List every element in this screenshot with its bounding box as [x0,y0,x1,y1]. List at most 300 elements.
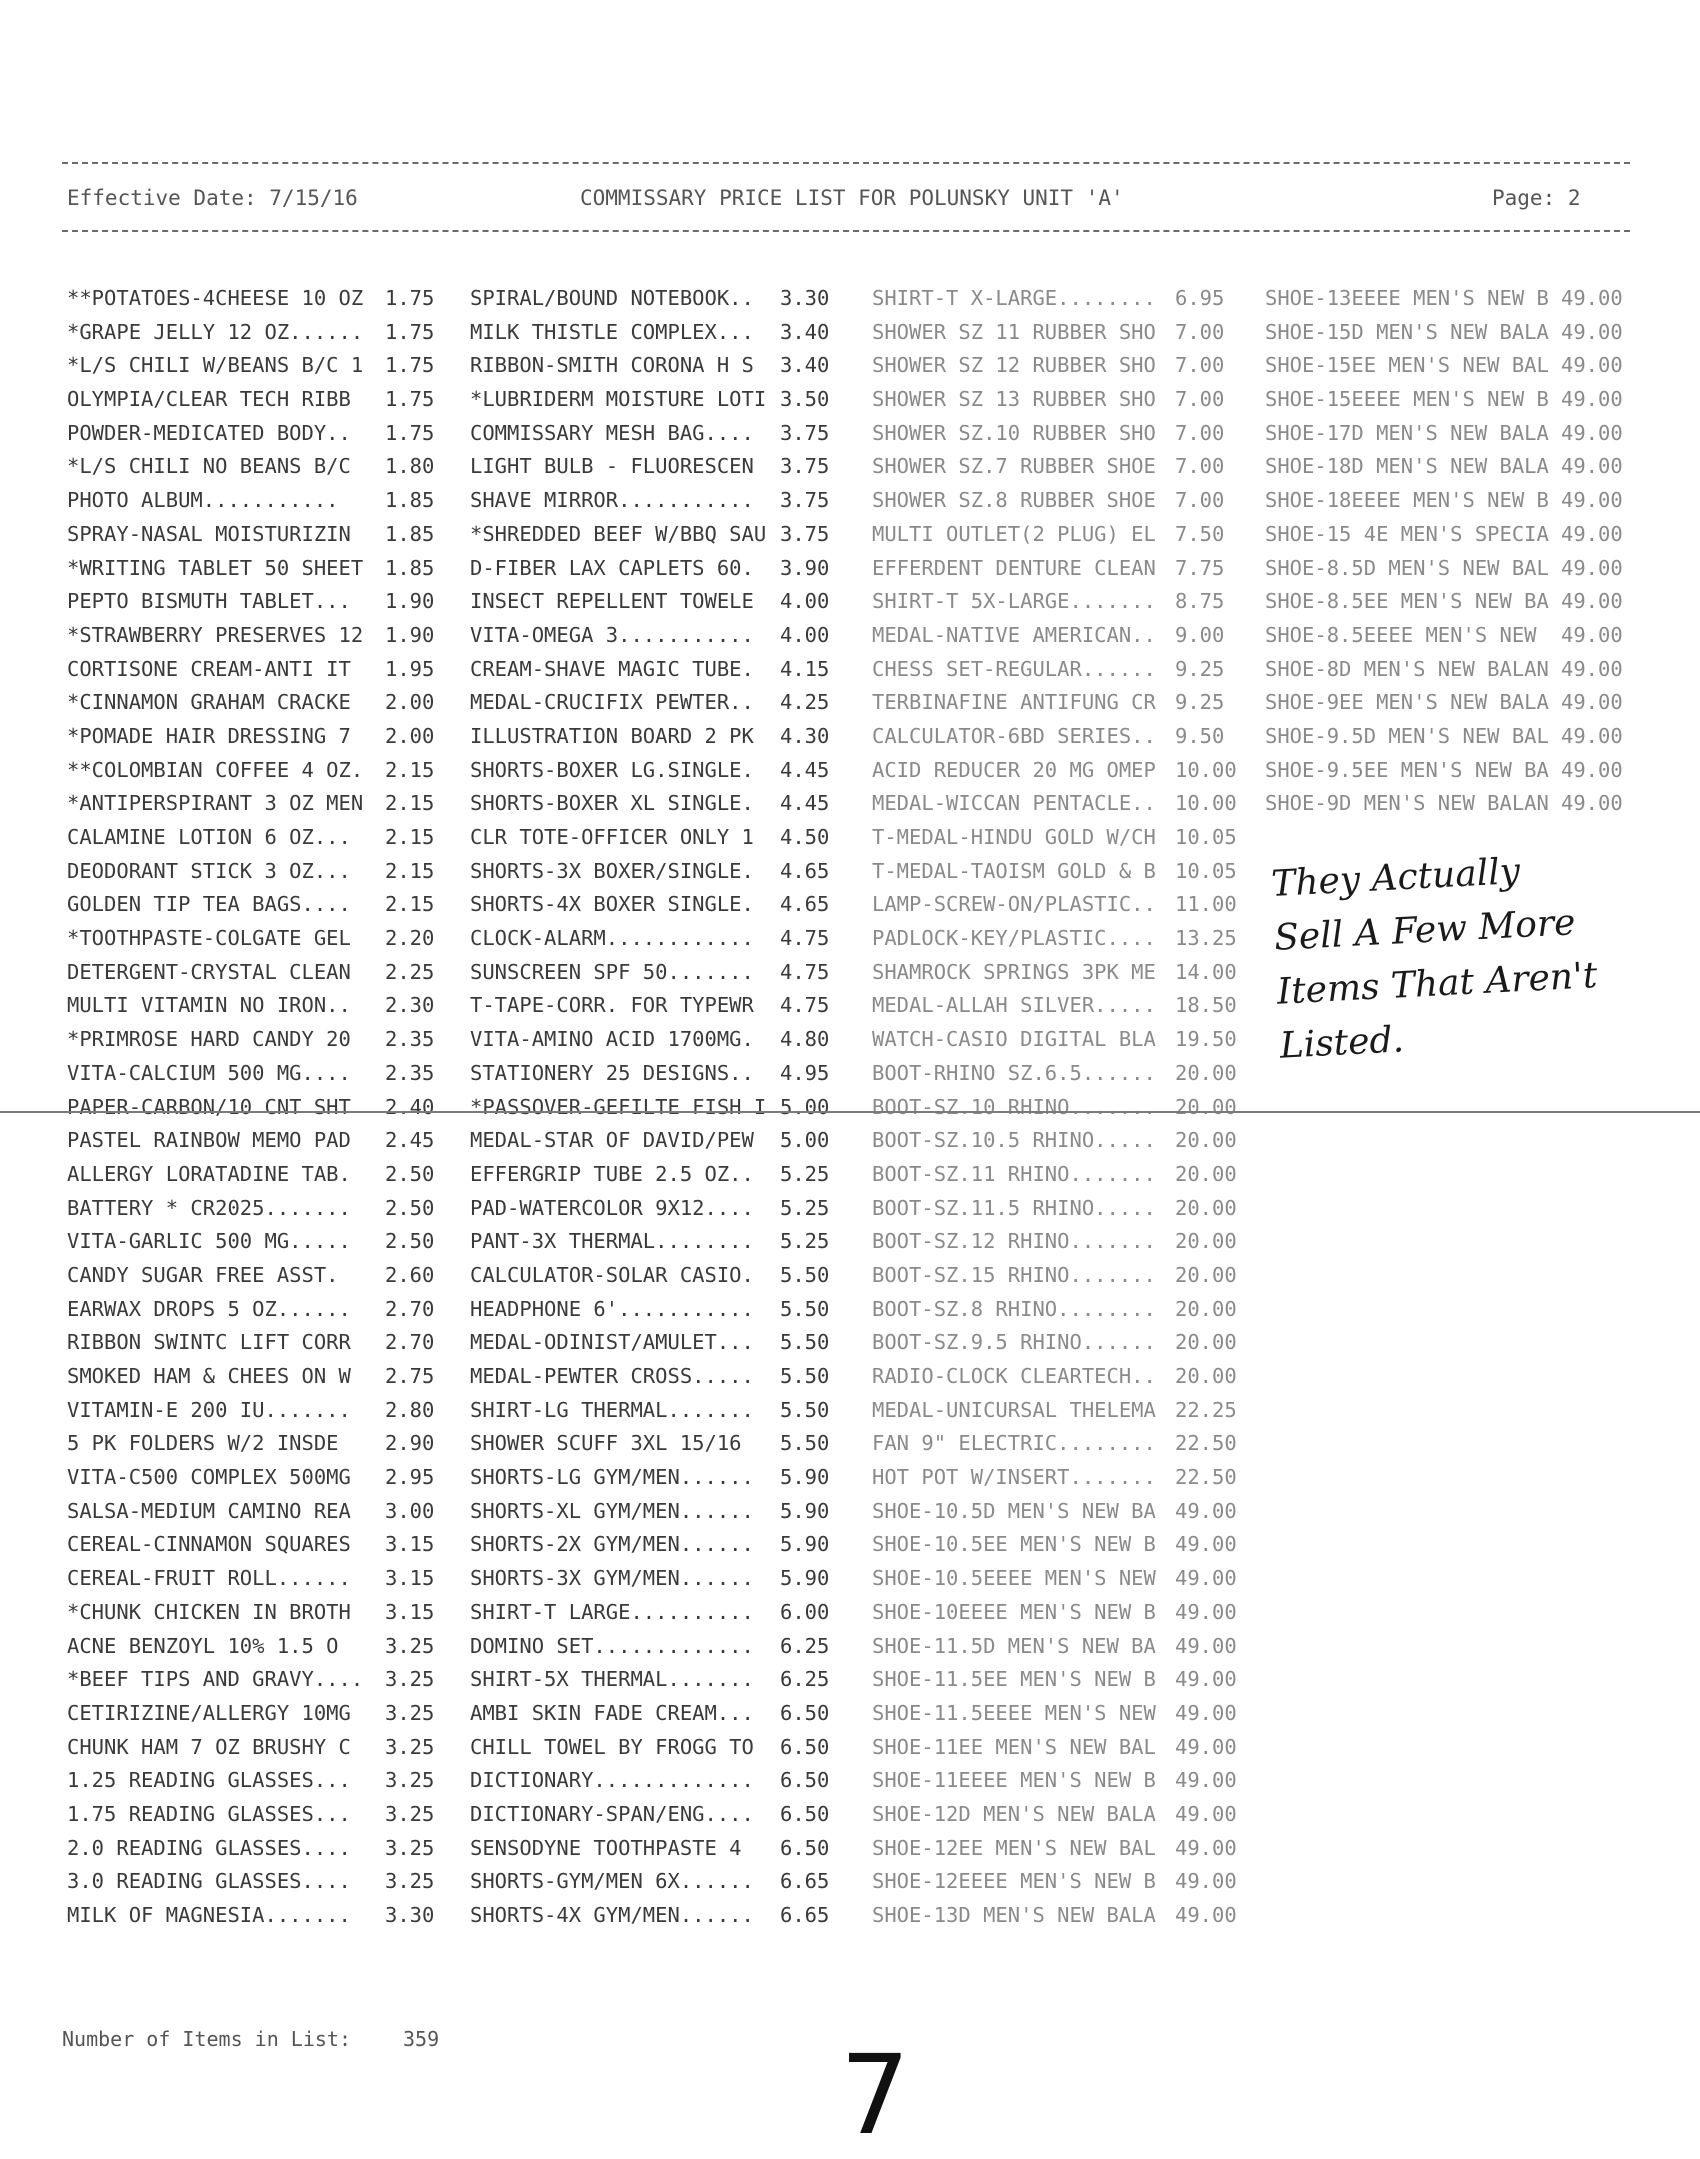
item-name: MEDAL-WICCAN PENTACLE.. [872,791,1156,816]
item-price: 3.90 [780,555,830,580]
item-price: 5.90 [780,1532,830,1557]
item-price: 2.50 [385,1195,435,1220]
item-name: HOT POT W/INSERT....... [872,1465,1156,1490]
item-price: 49.00 [1561,555,1623,580]
item-price: 3.40 [780,353,830,378]
item-name: MILK OF MAGNESIA....... [67,1903,351,1927]
item-price: 5.25 [780,1195,830,1220]
item-price: 49.00 [1175,1700,1237,1725]
item-price: 3.25 [385,1633,435,1658]
item-price: 5.90 [780,1465,830,1490]
item-price: 6.50 [780,1835,830,1860]
item-price: 3.30 [385,1903,435,1927]
item-price: 20.00 [1175,1128,1237,1153]
item-name: SHOWER SCUFF 3XL 15/16 [470,1431,742,1456]
item-price: 4.00 [780,622,830,647]
item-name: EFFERGRIP TUBE 2.5 OZ.. [470,1161,754,1186]
item-name: MILK THISTLE COMPLEX... [470,319,754,344]
item-price: 49.00 [1175,1903,1237,1927]
item-name: T-TAPE-CORR. FOR TYPEWR [470,993,754,1018]
item-name: OLYMPIA/CLEAR TECH RIBB [67,387,351,412]
item-name: *TOOTHPASTE-COLGATE GEL [67,926,351,951]
item-name: CORTISONE CREAM-ANTI IT [67,656,351,681]
item-name: BOOT-SZ.8 RHINO........ [872,1296,1156,1321]
item-price: 9.25 [1175,690,1225,715]
item-name: MEDAL-ODINIST/AMULET... [470,1330,754,1355]
item-price: 5.00 [780,1094,830,1119]
item-price: 49.00 [1175,1566,1237,1591]
item-price: 7.00 [1175,488,1225,513]
item-name: CHESS SET-REGULAR...... [872,656,1156,681]
item-name: CALAMINE LOTION 6 OZ... [67,825,351,849]
item-name: SHOE-12D MEN'S NEW BALA [872,1801,1156,1826]
item-name: SHOE-8D MEN'S NEW BALAN [1265,656,1549,681]
item-price: 3.75 [780,454,830,479]
item-price: 6.25 [780,1667,830,1692]
item-name: CREAM-SHAVE MAGIC TUBE. [470,656,754,681]
item-price: 8.75 [1175,589,1225,614]
item-name: SHOE-15EE MEN'S NEW BAL [1265,353,1549,378]
item-price: 2.15 [385,825,435,849]
item-name: SENSODYNE TOOTHPASTE 4 [470,1835,742,1860]
item-name: TERBINAFINE ANTIFUNG CR [872,690,1156,715]
item-price: 5.90 [780,1498,830,1523]
item-name: SHOE-12EEEE MEN'S NEW B [872,1869,1156,1894]
item-name: *L/S CHILI W/BEANS B/C 1 [67,353,364,378]
item-price: 9.25 [1175,656,1225,681]
item-price: 1.75 [385,286,435,310]
item-price: 3.25 [385,1768,435,1793]
item-price: 6.50 [780,1801,830,1826]
item-name: SHORTS-BOXER XL SINGLE. [470,791,754,816]
item-name: CEREAL-FRUIT ROLL...... [67,1566,351,1591]
item-name: EARWAX DROPS 5 OZ...... [67,1296,351,1321]
item-name: SHOE-8.5EE MEN'S NEW BA [1265,589,1549,614]
item-name: *POMADE HAIR DRESSING 7 [67,723,351,748]
item-name: CALCULATOR-SOLAR CASIO. [470,1262,754,1287]
item-price: 4.80 [780,1027,830,1052]
item-name: T-MEDAL-HINDU GOLD W/CH [872,825,1156,849]
item-name: SHOWER SZ 11 RUBBER SHO [872,319,1156,344]
item-price: 5.90 [780,1566,830,1591]
item-price: 19.50 [1175,1027,1237,1052]
item-name: ACNE BENZOYL 10% 1.5 O [67,1633,339,1658]
item-price: 3.15 [385,1566,435,1591]
item-name: SHORTS-3X BOXER/SINGLE. [470,858,754,883]
item-price: 10.05 [1175,858,1237,883]
scan-fold-line [0,1111,1700,1113]
item-price: 2.15 [385,791,435,816]
item-price: 2.35 [385,1027,435,1052]
note-line: Listed. [1278,1019,1405,1067]
item-name: SHOE-12EE MEN'S NEW BAL [872,1835,1156,1860]
item-name: BOOT-SZ.9.5 RHINO...... [872,1330,1156,1355]
item-price: 3.30 [780,286,830,310]
item-name: SPRAY-NASAL MOISTURIZIN [67,521,351,546]
item-price: 4.75 [780,993,830,1018]
item-name: CETIRIZINE/ALLERGY 10MG [67,1700,351,1725]
item-price: 3.25 [385,1734,435,1759]
item-price: 6.50 [780,1734,830,1759]
item-name: MEDAL-STAR OF DAVID/PEW [470,1128,754,1153]
item-price: 49.00 [1561,690,1623,715]
item-name: SHOE-10.5D MEN'S NEW BA [872,1498,1156,1523]
item-name: D-FIBER LAX CAPLETS 60. [470,555,754,580]
item-price: 7.00 [1175,387,1225,412]
item-price: 4.15 [780,656,830,681]
item-name: MULTI VITAMIN NO IRON.. [67,993,351,1018]
item-name: MEDAL-ALLAH SILVER..... [872,993,1156,1018]
item-name: SHOE-9D MEN'S NEW BALAN [1265,791,1549,816]
item-name: **POTATOES-4CHEESE 10 OZ [67,286,364,310]
item-price: 10.00 [1175,757,1237,782]
item-price: 49.00 [1175,1869,1237,1894]
item-price: 7.00 [1175,319,1225,344]
item-price: 49.00 [1175,1498,1237,1523]
item-name: VITA-AMINO ACID 1700MG. [470,1027,754,1052]
item-count-label: Number of Items in List: [62,2027,351,2051]
item-price: 11.00 [1175,892,1237,917]
item-price: 14.00 [1175,959,1237,984]
item-price: 4.65 [780,858,830,883]
item-name: MEDAL-CRUCIFIX PEWTER.. [470,690,754,715]
item-price: 4.25 [780,690,830,715]
item-name: SHORTS-3X GYM/MEN...... [470,1566,754,1591]
item-price: 49.00 [1175,1532,1237,1557]
item-name: *PRIMROSE HARD CANDY 20 [67,1027,351,1052]
item-price: 49.00 [1561,286,1623,310]
item-price: 5.50 [780,1330,830,1355]
item-price: 49.00 [1561,488,1623,513]
item-price: 4.50 [780,825,830,849]
item-price: 1.90 [385,589,435,614]
item-price: 2.60 [385,1262,435,1287]
item-name: ILLUSTRATION BOARD 2 PK [470,723,754,748]
item-price: 2.50 [385,1229,435,1254]
item-price: 2.40 [385,1094,435,1119]
item-name: PANT-3X THERMAL........ [470,1229,754,1254]
item-name: *SHREDDED BEEF W/BBQ SAU [470,521,767,546]
item-name: ALLERGY LORATADINE TAB. [67,1161,351,1186]
item-name: SHIRT-LG THERMAL....... [470,1397,754,1422]
item-name: BATTERY * CR2025....... [67,1195,351,1220]
item-name: SHIRT-T X-LARGE........ [872,286,1156,310]
item-price: 2.70 [385,1330,435,1355]
item-price: 2.45 [385,1128,435,1153]
item-price: 49.00 [1561,319,1623,344]
item-name: HEADPHONE 6'........... [470,1296,754,1321]
item-price: 2.95 [385,1465,435,1490]
item-name: SHOE-8.5EEEE MEN'S NEW [1265,622,1537,647]
item-name: *BEEF TIPS AND GRAVY.... [67,1667,364,1692]
item-count-value: 359 [403,2027,440,2051]
item-name: SHOE-8.5D MEN'S NEW BAL [1265,555,1549,580]
item-price: 10.00 [1175,791,1237,816]
item-name: 5 PK FOLDERS W/2 INSDE [67,1431,339,1456]
item-price: 5.50 [780,1296,830,1321]
item-name: FAN 9" ELECTRIC........ [872,1431,1156,1456]
item-price: 20.00 [1175,1229,1237,1254]
item-name: ACID REDUCER 20 MG OMEP [872,757,1156,782]
item-price: 1.75 [385,387,435,412]
item-price: 5.50 [780,1364,830,1388]
item-name: SHOE-11.5EE MEN'S NEW B [872,1667,1156,1692]
item-price: 18.50 [1175,993,1237,1018]
item-name: 1.25 READING GLASSES... [67,1768,351,1793]
item-name: CEREAL-CINNAMON SQUARES [67,1532,351,1557]
item-price: 49.00 [1175,1667,1237,1692]
item-price: 49.00 [1175,1835,1237,1860]
item-name: CANDY SUGAR FREE ASST. [67,1262,339,1287]
item-name: 1.75 READING GLASSES... [67,1801,351,1826]
item-name: SHOE-9.5D MEN'S NEW BAL [1265,723,1549,748]
item-price: 2.15 [385,757,435,782]
item-name: SHORTS-2X GYM/MEN...... [470,1532,754,1557]
item-name: CLOCK-ALARM............ [470,926,754,951]
item-name: SHAVE MIRROR........... [470,488,754,513]
item-price: 2.30 [385,993,435,1018]
item-name: *CHUNK CHICKEN IN BROTH [67,1599,351,1624]
item-name: COMMISSARY MESH BAG.... [470,420,754,445]
item-price: 20.00 [1175,1296,1237,1321]
item-price: 10.05 [1175,825,1237,849]
item-name: *STRAWBERRY PRESERVES 12 [67,622,364,647]
item-name: CHILL TOWEL BY FROGG TO [470,1734,754,1759]
item-price: 22.50 [1175,1465,1237,1490]
item-name: **COLOMBIAN COFFEE 4 OZ. [67,757,364,782]
page-title: COMMISSARY PRICE LIST FOR POLUNSKY UNIT 'A' [580,186,1124,210]
item-name: LAMP-SCREW-ON/PLASTIC.. [872,892,1156,917]
item-name: SHORTS-4X GYM/MEN...... [470,1903,754,1927]
item-price: 49.00 [1561,589,1623,614]
item-name: RADIO-CLOCK CLEARTECH.. [872,1364,1156,1388]
item-name: CHUNK HAM 7 OZ BRUSHY C [67,1734,351,1759]
item-price: 2.50 [385,1161,435,1186]
item-name: BOOT-SZ.12 RHINO....... [872,1229,1156,1254]
item-price: 2.75 [385,1364,435,1388]
item-name: 3.0 READING GLASSES.... [67,1869,351,1894]
item-name: GOLDEN TIP TEA BAGS.... [67,892,351,917]
item-name: BOOT-SZ.10 RHINO....... [872,1094,1156,1119]
page-number: Page: 2 [1492,186,1581,210]
item-name: SHOE-11EEEE MEN'S NEW B [872,1768,1156,1793]
item-name: CALCULATOR-6BD SERIES.. [872,723,1156,748]
item-name: SHOWER SZ.7 RUBBER SHOE [872,454,1156,479]
item-name: *CINNAMON GRAHAM CRACKE [67,690,351,715]
item-price: 6.65 [780,1903,830,1927]
item-name: PADLOCK-KEY/PLASTIC.... [872,926,1156,951]
item-name: DETERGENT-CRYSTAL CLEAN [67,959,351,984]
item-price: 20.00 [1175,1195,1237,1220]
item-price: 9.00 [1175,622,1225,647]
item-price: 3.15 [385,1599,435,1624]
item-name: SHOWER SZ 12 RUBBER SHO [872,353,1156,378]
item-name: T-MEDAL-TAOISM GOLD & B [872,858,1156,883]
item-price: 49.00 [1561,454,1623,479]
item-name: SHOE-11.5EEEE MEN'S NEW [872,1700,1156,1725]
item-name: VITA-GARLIC 500 MG..... [67,1229,351,1254]
item-name: SHORTS-4X BOXER SINGLE. [470,892,754,917]
item-name: SHOE-13EEEE MEN'S NEW B [1265,286,1549,310]
item-price: 6.00 [780,1599,830,1624]
item-name: BOOT-SZ.11.5 RHINO..... [872,1195,1156,1220]
item-price: 3.25 [385,1801,435,1826]
item-name: SMOKED HAM & CHEES ON W [67,1364,351,1388]
item-name: SHOWER SZ 13 RUBBER SHO [872,387,1156,412]
item-price: 4.45 [780,757,830,782]
item-name: SHIRT-T LARGE.......... [470,1599,754,1624]
item-price: 6.95 [1175,286,1225,310]
item-name: SHOE-18EEEE MEN'S NEW B [1265,488,1549,513]
item-name: *PASSOVER-GEFILTE FISH I [470,1094,767,1119]
item-price: 49.00 [1175,1768,1237,1793]
item-price: 5.50 [780,1431,830,1456]
item-name: VITA-C500 COMPLEX 500MG [67,1465,351,1490]
item-name: SHOE-9EE MEN'S NEW BALA [1265,690,1549,715]
item-price: 1.90 [385,622,435,647]
item-name: SUNSCREEN SPF 50....... [470,959,754,984]
item-price: 3.25 [385,1835,435,1860]
item-name: SHOE-9.5EE MEN'S NEW BA [1265,757,1549,782]
item-name: INSECT REPELLENT TOWELE [470,589,754,614]
item-name: *LUBRIDERM MOISTURE LOTI [470,387,767,412]
item-name: SHOE-10.5EEEE MEN'S NEW [872,1566,1156,1591]
item-price: 3.25 [385,1700,435,1725]
item-price: 1.95 [385,656,435,681]
item-price: 49.00 [1561,420,1623,445]
item-price: 20.00 [1175,1262,1237,1287]
item-price: 7.50 [1175,521,1225,546]
item-name: PHOTO ALBUM........... [67,488,339,513]
item-price: 7.00 [1175,353,1225,378]
item-name: SHOWER SZ.8 RUBBER SHOE [872,488,1156,513]
note-line: Sell A Few More [1273,902,1577,959]
item-name: RIBBON SWINTC LIFT CORR [67,1330,351,1355]
item-price: 2.00 [385,723,435,748]
item-price: 49.00 [1561,757,1623,782]
item-price: 49.00 [1175,1734,1237,1759]
item-name: DICTIONARY............. [470,1768,754,1793]
item-price: 1.85 [385,488,435,513]
handwritten-note [1270,836,1700,1074]
item-price: 20.00 [1175,1330,1237,1355]
item-price: 49.00 [1561,521,1623,546]
item-price: 2.20 [385,926,435,951]
item-name: SHOE-18D MEN'S NEW BALA [1265,454,1549,479]
item-name: SHOWER SZ.10 RUBBER SHO [872,420,1156,445]
item-name: *WRITING TABLET 50 SHEET [67,555,364,580]
item-price: 49.00 [1175,1599,1237,1624]
item-name: POWDER-MEDICATED BODY.. [67,420,351,445]
header-top-rule [62,162,1630,164]
handwritten-page-number: 7 [840,2031,910,2159]
item-name: SHORTS-XL GYM/MEN...... [470,1498,754,1523]
item-name: SHORTS-LG GYM/MEN...... [470,1465,754,1490]
item-name: PAPER-CARBON/10 CNT SHT [67,1094,351,1119]
item-name: SHOE-15EEEE MEN'S NEW B [1265,387,1549,412]
item-price: 49.00 [1561,656,1623,681]
item-price: 1.85 [385,521,435,546]
item-name: CLR TOTE-OFFICER ONLY 1 [470,825,754,849]
item-name: *L/S CHILI NO BEANS B/C [67,454,351,479]
item-name: VITAMIN-E 200 IU....... [67,1397,351,1422]
item-name: SHOE-10EEEE MEN'S NEW B [872,1599,1156,1624]
note-line: Items That Aren't [1275,955,1599,1013]
item-price: 5.25 [780,1161,830,1186]
item-name: RIBBON-SMITH CORONA H S [470,353,754,378]
item-name: DICTIONARY-SPAN/ENG.... [470,1801,754,1826]
item-price: 9.50 [1175,723,1225,748]
item-price: 1.85 [385,555,435,580]
item-name: PEPTO BISMUTH TABLET... [67,589,351,614]
item-price: 7.00 [1175,454,1225,479]
item-price: 2.80 [385,1397,435,1422]
item-price: 2.35 [385,1060,435,1085]
item-name: VITA-OMEGA 3........... [470,622,754,647]
item-price: 1.80 [385,454,435,479]
item-name: SHIRT-5X THERMAL....... [470,1667,754,1692]
item-name: BOOT-SZ.15 RHINO....... [872,1262,1156,1287]
item-name: MEDAL-PEWTER CROSS..... [470,1364,754,1388]
item-price: 6.50 [780,1700,830,1725]
item-price: 2.90 [385,1431,435,1456]
item-name: *ANTIPERSPIRANT 3 OZ MEN [67,791,364,816]
item-price: 49.00 [1175,1801,1237,1826]
item-name: SHOE-13D MEN'S NEW BALA [872,1903,1156,1927]
item-name: SHORTS-GYM/MEN 6X...... [470,1869,754,1894]
item-price: 20.00 [1175,1364,1237,1388]
item-price: 7.75 [1175,555,1225,580]
item-price: 5.50 [780,1397,830,1422]
item-name: PASTEL RAINBOW MEMO PAD [67,1128,351,1153]
item-name: SPIRAL/BOUND NOTEBOOK.. [470,286,754,310]
item-price: 3.75 [780,521,830,546]
item-name: SHIRT-T 5X-LARGE....... [872,589,1156,614]
item-name: STATIONERY 25 DESIGNS.. [470,1060,754,1085]
item-price: 22.25 [1175,1397,1237,1422]
item-price: 4.95 [780,1060,830,1085]
item-price: 3.40 [780,319,830,344]
item-name: SHOE-11EE MEN'S NEW BAL [872,1734,1156,1759]
item-price: 4.30 [780,723,830,748]
item-price: 4.75 [780,926,830,951]
item-name: BOOT-SZ.10.5 RHINO..... [872,1128,1156,1153]
item-price: 6.65 [780,1869,830,1894]
item-price: 1.75 [385,353,435,378]
item-price: 2.15 [385,858,435,883]
item-name: PAD-WATERCOLOR 9X12.... [470,1195,754,1220]
item-name: MULTI OUTLET(2 PLUG) EL [872,521,1156,546]
item-price: 4.75 [780,959,830,984]
item-name: LIGHT BULB - FLUORESCEN [470,454,754,479]
item-price: 3.00 [385,1498,435,1523]
item-price: 3.25 [385,1667,435,1692]
item-price: 20.00 [1175,1161,1237,1186]
item-price: 5.00 [780,1128,830,1153]
item-price: 2.15 [385,892,435,917]
item-name: SHOE-17D MEN'S NEW BALA [1265,420,1549,445]
item-price: 4.45 [780,791,830,816]
item-name: MEDAL-NATIVE AMERICAN.. [872,622,1156,647]
item-price: 3.25 [385,1869,435,1894]
item-name: DEODORANT STICK 3 OZ... [67,858,351,883]
effective-date: Effective Date: 7/15/16 [67,186,358,210]
item-price: 3.75 [780,488,830,513]
item-price: 3.15 [385,1532,435,1557]
item-name: SHOE-15 4E MEN'S SPECIA [1265,521,1549,546]
item-price: 4.65 [780,892,830,917]
item-price: 49.00 [1561,353,1623,378]
